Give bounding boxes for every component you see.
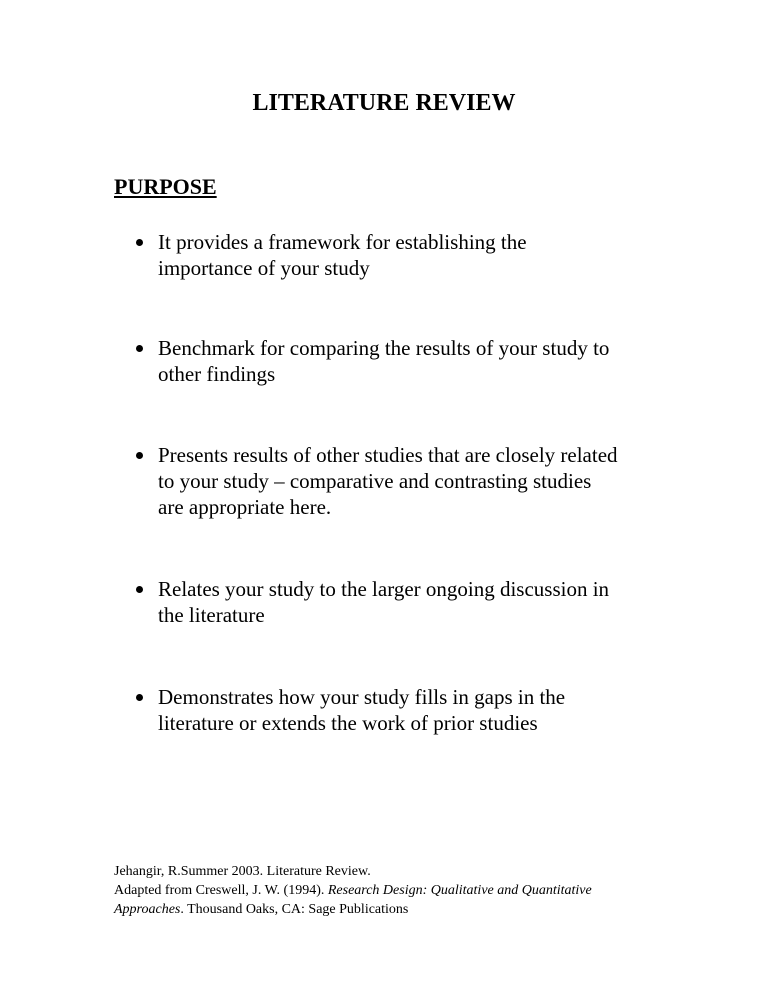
- bullet-text-line: Relates your study to the larger ongoing discussion in: [158, 577, 610, 601]
- bullet-text-line: Demonstrates how your study fills in gaps in the: [158, 685, 566, 709]
- bullet-dot-icon: [136, 586, 143, 593]
- reference-line: [114, 900, 674, 919]
- page-title: LITERATURE REVIEW: [252, 90, 516, 116]
- bullet-text-line: literature or extends the work of prior studies: [158, 711, 538, 735]
- reference-book-title: Approaches: [114, 902, 181, 917]
- bullet-item: [0, 229, 678, 281]
- bullet-text-line: Benchmark for comparing the results of your study to: [158, 336, 610, 360]
- bullet-item: [0, 576, 678, 628]
- bullet-text-line: importance of your study: [158, 256, 370, 280]
- section-heading-purpose: PURPOSE: [114, 174, 217, 199]
- bullet-item: [0, 442, 678, 520]
- bullet-text-line: the literature: [158, 603, 265, 627]
- reference-line: Jehangir, R.Summer 2003. Literature Review.: [114, 864, 371, 879]
- reference-book-title: Research Design: Qualitative and Quantitative: [327, 883, 592, 898]
- bullet-text-line: are appropriate here.: [158, 495, 332, 519]
- bullet-text-line: Presents results of other studies that are closely related: [158, 443, 618, 467]
- purpose-bullet-list: [0, 229, 768, 789]
- reference-text: Adapted from Creswell, J. W. (1994).: [114, 883, 328, 898]
- bullet-text-line: It provides a framework for establishing the: [158, 230, 527, 254]
- bullet-dot-icon: [136, 452, 143, 459]
- bullet-dot-icon: [136, 345, 143, 352]
- reference-citation: [114, 862, 674, 919]
- bullet-dot-icon: [136, 239, 143, 246]
- reference-text: . Thousand Oaks, CA: Sage Publications: [180, 902, 409, 917]
- bullet-text-line: other findings: [158, 362, 276, 386]
- reference-line: [114, 881, 674, 900]
- bullet-dot-icon: [136, 694, 143, 701]
- bullet-item: [0, 335, 678, 387]
- bullet-item: [0, 684, 678, 736]
- bullet-text-line: to your study – comparative and contrasting studies: [158, 469, 592, 493]
